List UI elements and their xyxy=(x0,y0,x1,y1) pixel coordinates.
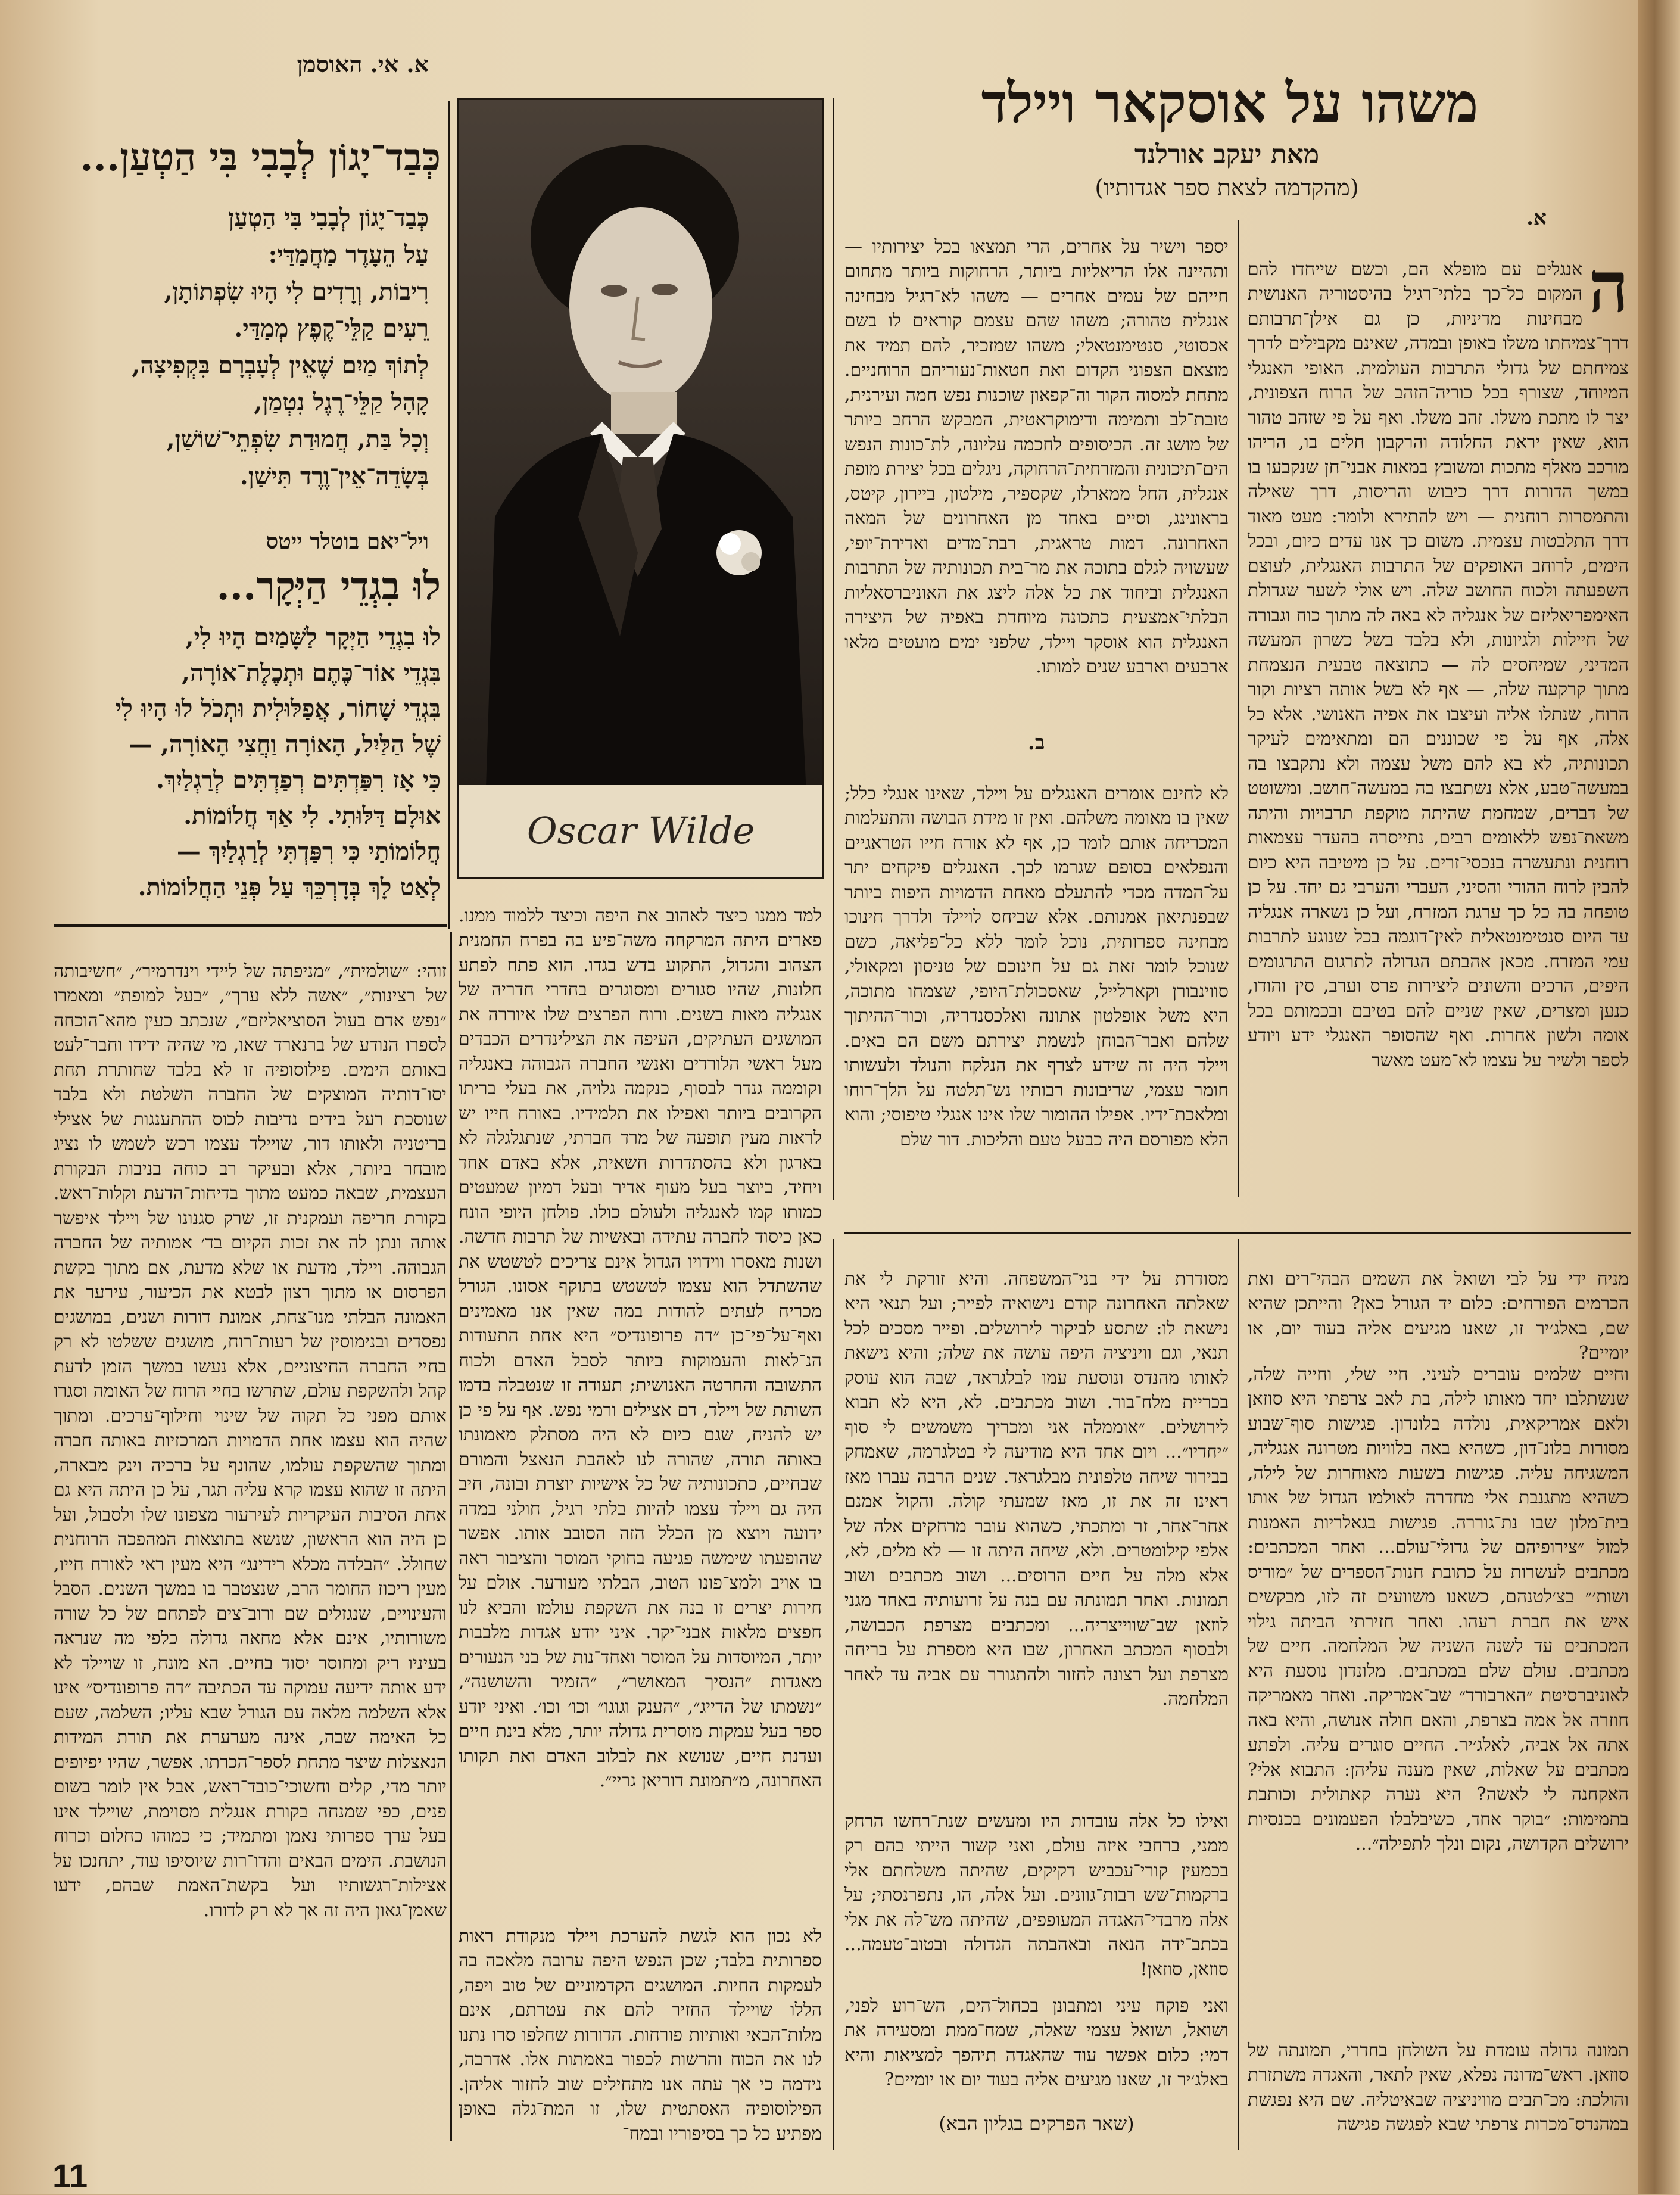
column-text: תמונה גדולה עומדת על השולחן בחדרי, תמונתה של סוזאן. ראש־מדונה נפלא, שאין לתאר, והאגדה משתזרת והולכת: מכ־תבים מוויניציה שבאיטליה. שם היא נפגשת במהנדס־מכרות צרפתי שבא לפגשה פגישה xyxy=(1248,2040,1629,2135)
story-column-right-end xyxy=(1248,2013,1629,2144)
column-text: לא לחינם אומרים האנגלים על ויילד, שאינו אנגלי כלל; שאין בו מאומה משלהם. ואין זו מידת הבושה והתעלמות המכריחה אותם לומר כן, אף לא אורח חייו הטראגיים והנפלאים בסופם שגרמו לכך. האנגלים פיקחים יתר על־המדה מכדי להתעלם מאחת הדמויות היפות ביותר שבפנתיאון אמנותם. אלא שביחס לויילד ולדרך חינוכו מבחינה ספרותית, נוכל לומר ללא כל־פליאה, כשם שנוכל לומר זאת גם על חינוכם של טניסון ומקאולי, סווינבורן וקארלייל, שאסכולת־היופי, שצמחו מתוכה, היא משל אופלטון אתונה ואלכסנדריה, וכור־ההיתוך שלהם ואבר־הבוחן לנשמת יצירתם משם הם באים. ויילד היה זה שידע לצרף את הנלקח והנולד ולעשותו חומר עצמי, שריבונות רבותיו נש־תלטה על הלך־רוחו ומלאכת־ידיו. אפילו ההומור שלו אינו אנגלי טיפוסי; והוא הלא מפורסם היה כבעל טעם והליכות. דור שלם xyxy=(844,783,1229,1150)
portrait-signature: Oscar Wilde xyxy=(526,809,755,852)
column-rule xyxy=(450,932,452,2141)
column-text: יספר וישיר על אחרים, הרי תמצאו בכל יצירותיו — ותהיינה אלו הריאליות ביותר, הרחוקות ביותר מתחום חייהם של עמים אחרים — משהו לא־רגיל מבחינה אנגלית טהורה; משהו שהם עצמם קוראים לו בשם אכסוטי, סנטימנטאלי; משהו שמזכיר, להם תמיד את מוצאם הצפוני הקדום ואת חטאות־נעוריהם הרוחניים. מתחת למסוה הקור וה־קפאון שוכנות נפש חמה ועירנית, טובת־לב ותמימה ודימוקראטית, המבקש הרחב ביותר של מושג זה. הכיסופים לחכמה עליונה, לת־כונות הנפש הים־תיכונית והמזרחית־הרחוקה, ניגלים בכל יצירת מופת אנגלית, החל ממארלו, שקספיר, מילטון, ביירון, קיטס, בראונינג, וסיים באחד מן האחרונים של המאה האחרונה. דמות טראגית, רבת־מדים ואדירת־יופי, שעשויה לגלם בתוכה את מר־בית תכונותיה של התרבות האנגלית וביחוד את כל אלה ליצג את האוניברסאליות הבלתי־אמצעית כתכונה מיוחדת באפיה של היצירה האנגלית הוא אוסקר ויילד, שלפני ימים מועטים מלאו ארבעים וארבע שנים למותו. xyxy=(844,236,1229,677)
drop-cap: ה xyxy=(1588,245,1629,328)
column-rule xyxy=(448,101,450,929)
portrait-illustration xyxy=(459,100,822,877)
poems-bottom-rule xyxy=(54,924,447,927)
poem-title-1: כְּבַד־יָגוֹן לְבָבִי בִּי הַטְעַן... xyxy=(80,135,441,180)
section-a-label: א. xyxy=(1526,206,1547,230)
poem-text-2: לוּ בִגְדֵי הַיְּקָר לַשָּׁמַיִם הָיוּ לִי, בִּגְדֵי אוֹר־כֶּתֶם וּתְכֶלֶת־אוֹרָה, בִּגְדֵי שָׁחוֹר, אֲפַלּוּלִית וּתְכֹל לוּ הָיוּ לִי שֶׁל הַלַּיִל, הָאוֹרָה וַחֲצִי הָאוֹרָה, — כִּי אָז רִפַּדְתִּים רְפַדְתִּים לְרַגְלַיִךְ. אוּלָם דַּלּוּתִי. לִי אַךְ חֲלוֹמוֹת. חֲלוֹמוֹתַי כִּי רִפַּדְתִּי לְרַגְלַיִךְ — לְאַט לָךְ בְּדָרְכֵּךְ עַל פְּנֵי הַחֲלוֹמוֹת. xyxy=(115,623,441,901)
article-column-right xyxy=(1248,232,1629,1203)
column-rule xyxy=(833,98,834,1200)
article-column-middle-cont xyxy=(459,1899,822,2149)
column-text: אנגלים עם מופלא הם, וכשם שייחדו להם המקום כל־כך בלתי־רגיל בהיסטוריה האנושית מבחינות מדיניות, כן גם אילן־תרבותם דרך־צמיחתו משלו באופן ובמדה, שאינם מקבילים לדרך צמיחתם של גדולי התרבות העולמית. האופי האנגלי המיוחד, שצורף בכל כוריה־הזהב של הרוח הצפונית, יצר לו מתכת משלו. זהב משלו. ואף על פי שזהב טהור הוא, שאין יראת החלודה והרקבון חלים בו, הריהו מורכב מאלף מתכות ומשובץ במאות אבני־חן שנקבעו בו במשך הדורות דרך כיבוש והריסות, דרך שאילה והתמסרות רוחנית — ויש להתירא ולומר: מעט מאוד דרך התלבטות עצמית. משום כך אנו עדים כיום, ובכל הימים, לרוחב האופקים של התרבות האנגלית, לעוצם השפעתה ולכוח החושב שלה. ויש אולי לשער שגדולת האימפריאליזם של אנגליה לא באה לה מתוך כוח וגבורה של חיילות ולגיונות, ולא בלבד בשל כשרון המעשה המדיני, שמיחסים לה — כתוצאה טבעית הנצמחת מתוך קרקעה שלה, — אף לא בשל אותה רציות וקור הרוח, שנתלו אליה ועיצבו את אפיה האנושי. אלא כל אלה, אף על פי שכוננים הם ומתאימים לעיקר תכונותיה, לא בא להם משל עצמה ולא נתקבצו בה במעשה־טבע, אלא נשתבצו בה במעשה־חושב. ומשוטט של דברים, שמחמת שהיתה מוקפת תרבויות והיתה משאת־נפש ללאומים רבים, נתייסרה בהעדר עצמאות רוחנית ונתעשרה בנכסי־זרים. על כן מיטיבה היא כיום להבין לרוח ההודי והסיני, העברי והערבי גם יחד. על כן טופחה בה כל כך ערגת המזרח, ועל כן נשארה אנגליה עד היום סנטימנטאלית לאין־דוגמה בכל שנוגע לתרבות עמי המזרח. מכאן אהבתם הגדולה לתרגום התרגומים היפים, הרכים והשונים ליצירות פרס וערב, סין והודו, כנען ומצרים, שאין שניים להם בטיבם ובכמותם בכל אומה ולשון אחרות. ואף שהסופר האנגלי ידע ויודע לספר ולשיר על עצמו לא־מעט מאשר xyxy=(1248,259,1629,1071)
oscar-wilde-portrait xyxy=(457,98,824,879)
column-rule xyxy=(1238,220,1239,1197)
column-text: ואילו כל אלה עובדות היו ומעשים שנת־רחשו הרחק ממני, ברחבי איזה עולם, ואני קשור הייתי בהם רק בכמעין קורי־עכביש דקיקים, שהיתה משלחתם אלי ברקמות־שש רבות־גוונים. ועל אלה, הו, נתפרנסתי; על אלה מרבדי־האגדה המעופפים, שהיתה מש־לה את אלי בכתב־ידה הנאה ובאהבתה הגדולה ובטוב־טעמה... סוזאן, סוזאן! xyxy=(844,1810,1229,1980)
article-title: משהו על אוסקאר ויילד xyxy=(981,71,1479,135)
article-column-left xyxy=(54,934,447,2137)
poet-name-2: ויל־יאם בוטלר ייטס xyxy=(266,529,429,554)
column-text: לא נכון הוא לגשת להערכת ויילד מנקודת ראות ספרותית בלבד; שכן הנפש היפה ערובה מלאכה בה לעמקות החיות. המושגים הקדמוניים של טוב ויפה, הללו שויילד החזיר להם את עטרתם, אינם מלות־הבאי ואותיות פורחות. הדורות שחלפו סרו נתנו לנו את הכוח והרשות לכפור באמתות אלו. אדרבה, נידמה כי אך עתה אנו מתחילים שוב לחזור אליהן. הפילוסופיה האסתטית שלו, זו המת־גלה באופן מפתיע כל כך בסיפוריו ובמח־ xyxy=(459,1925,822,2144)
story-column-middle-end xyxy=(844,1969,1229,2094)
story-divider xyxy=(844,1232,1631,1234)
column-text: ואני פוקח עיני ומתבונן בכחול־הים, הש־רוע לפני, ושואל, ושואל עצמי שאלה, שמח־ממת ומסעירה את דמי: כלום אפשר עוד שהאגדה תיהפך למציאות והיא באלג׳יר זו, שאנו מגיעים אליה בעוד יום או יומיים? xyxy=(844,1995,1229,2090)
article-column-second-cont xyxy=(844,756,1229,1197)
poet-name-1: א. אי. האוסמן xyxy=(297,51,429,77)
article-note: (מהקדמה לצאת ספר אגדותיו) xyxy=(1095,175,1359,201)
story-column-right-cont xyxy=(1248,1337,1629,1992)
article-column-second xyxy=(844,210,1229,728)
column-rule xyxy=(1238,1239,1239,2150)
column-text: מניח ידי על לבי ושואל את השמים הבהי־רים ואת הכרמים הפורחים: כלום יד הגורל כאן? והייתכן שהיא שם, באלג׳יר זו, שאנו מגיעים אליה בעוד יום, או יומיים? xyxy=(1248,1268,1629,1363)
column-text: זוהי: ״שולמית״, ״מניפתה של ליידי וינדרמיר״, ״חשיבותה של רצינות״, ״אשה ללא ערך״, ״בעל למופת״ ומאמרו ״נפש אדם בעול הסוציאליזם״, שנכתב כעין מהא־הוכחה לספרו הנודע של ברנארד שאו, מי שהיה ידידו וחבר־לעט באותם הימים. פילוסופיה זו לא בלבד שחותרת תחת יסו־דותיה המוצקים של החברה השלטת ולא בלבד שנוסכת רעל בידים נדיבות לכוס ההתענגות של אצילי בריטניה ולאותו דור, שויילד עצמו רכש לשמש לו נציג מובחר ביותר, אלא ובעיקר רב כוחה בניבות הבקורת העצמית, שבאה כמעט מתוך בדיחות־הדעת וקלות־ראש. בקורת חריפה ועמקנית זו, שרק סגנונו של ויילד איפשר אותה ונתן לה את זכות הקיום בד׳ אמותיה של החברה הגבוהה. ויילד, מדעת או שלא מדעת, אם מתוך בקשת הפרסום או מתוך רצון לבטא את הכיעור, עירער את האמונה הבלתי מנו־צחת, אמונת דורות ושנים, במושגים נפסדים ובנימוסין של רעות־רוח, מושגים ששלטו לא רק בחיי החברה החיצוניים, אלא נעשו במשך הזמן לדעת קהל ולהשקפת עולם, שתרשו בחיי הרוח של האומה וסגרו אותם מפני כל תקוה של שינוי וחילוף־ערכים. ומתוך שהיה הוא עצמו אחת הדמויות המרכזיות באותה חברה ומתוך שהשקפת עולמו, שהונף על ברכיה וינק מבארה, היתה זו שהוא עצמו קרא עליה תגר, על כן היתה היא גם אחת הסיבות העיקריות לעירעור מצפונו שלו ולסבול, ועל כן היה הוא הראשון, שנשא בתוצאות המהפכה הרוחנית שחולל. ״הבלדה מכלא רידינג״ היא מעין ראי לאורח חייו, מעין ריכוז החומר הרב, שנצטבר בו במשך השנים. הסבל והעינויים, שנגזלים שם ורוב־צים לפתחם של כל שורה משורותיו, אינם אלא מחאה גדולה כלפי מה שנראה בעיניו ריק ומחוסר יסוד בחיים. הא מונח, זו שויילד לא ידע אותה ידיעה עמוקה עד הכתיבה ״דה פרופונדיס״ אינו אלא השלמה מלאה עם הגורל שבא עליו; השלמה, שעם כל האימה שבה, אינה מערערת את תורת המידות הנאצלות שיצר מתחת לספר־הכרתו. אפשר, שהיו יפיופים יותר מדי, קלים וחשוכי־כובד־ראש, אבל אין לומר בשום פנים, כפי שמנחה בקורת אנגלית מסוימת, שויילד אינו בעל ערך ספרותי נאמן ומתמיד; כי כמוהו כחלום וכרוח הנושבת. הימים הבאים והדו־רות שיוסיפו עוד, יתחנכו על אצילות־רגשותיו ועל בקשת־האמת שבהם, ידעו שאמן־גאון היה זה אך לא רק לדורו. xyxy=(54,960,447,1921)
page-number: 11 xyxy=(52,2157,88,2194)
poem-text-1: כְּבַד־יָגוֹן לְבָבִי בִּי הַטְעַן עַל הֵעָדֶר מַחֲמַדַּי: רִיבוֹת, וְרָדִים לִי הָיוּ שִׂפְתוֹתָן, רֵעִים קַלֵּי־קֶפֶץ מְמַדַּי. לְתוֹךְ מַיִם שֶׁאֵין לְעָבְרָם בִּקְפִיצָה, קָהָל קַלֵּי־רֶגֶל נִטְמַן, וְכָל בַּת, חֲמוּדַת שִׂפְתֵי־שׁוֹשַׁן, בְּשָׂדֵה־אֵין־וֶרֶד תִּישַׁן. xyxy=(132,204,429,490)
page-edge xyxy=(1638,0,1680,2194)
article-author: מאת יעקב אורלנד xyxy=(1134,139,1320,170)
continuation-note: (שאר הפרקים בגליון הבא) xyxy=(939,2112,1134,2135)
story-column-middle xyxy=(844,1242,1229,1778)
column-text: וחיים שלמים עוברים לעיני. חיי שלי, וחייה שלה, שנשתלבו יחד מאותו לילה, בת לאב צרפתי היא סוזאן ולאם אמריקאית, נולדה בלונדון. פגישות סוף־שבוע מסורות בלונ־דון, כשהיא באה בלוויות מטרונה אנגליה, המשגיחה עליה. פגישות בשעות מאוחרות של לילה, כשהיא מתגנבת אלי מחדרה לאולמו הגדול של אותו בית־מלון שבו נת־גוררה. פגישות בגאלריות האמנות למול ״צירופיהם של גדולי־עולם... ואחר המכתבים: מכתבים לעשרות על כתובת חנות־הספרים של ״מוריס ושות׳״ בצ׳לטנהם, כשאנו משוועים זה לזו, מבקשים איש את חברת רעהו. ואחר חזירתי הביתה גילוי המכתבים עד לשנה השניה של המלחמה. חיים של מכתבים. עולם שלם במכתבים. מלונדון נוסעת היא לאוניברסיטת ״הארבורד״ שב־אמריקה. ואחר מאמריקה חוזרה אל אמה בצרפת, והאם חולה אנושה, והיא באה אתה אל אביה, לאלג׳יר. החיים סוגרים עליה. ולפתע מכתבים על שאלות, שאין מענה עליהן: התבוא אלי? האקחנה לי לאשה? היא נערה קאתולית וכותבת בתמימות: ״בוקר אחד, כשיבלבלו הפעמונים בכנסיות ירושלים הקדושה, נקום ונלך לתפילה״... xyxy=(1248,1363,1629,1854)
column-text: למד ממנו כיצד לאהוב את היפה וכיצד ללמוד ממנו. פארים היתה המרקחה משה־פיע בה בפרח החמנית הצהוב והגדול, התקוע בדש בגדו. הוא פתח לפתע חלונות, שהיו סגורים ומסוגרים בחדרי חדריה של אנגליה מאות בשנים. ורוח הפרצים שלו איוררה את המושגים העתיקים, העיפה את הצילינדרים הכבדים מעל ראשי הלורדים ואנשי החברה הגבוהה באנגליה וקוממה גנדר לבסוף, כנקמה גלויה, את בעלי בריתו הקרובים ביותר ואפילו את תלמידיו. באורח חייו יש לראות מעין תופעה של מרד חברתי, שנתגלגלה לא בארגון ולא בהסתדרות חשאית, אלא באדם אחד ויחיד, ביוצר בעל מעוף אדיר ובעל דמיון שמעטים כמותו קמו לאנגליה ולעולם כולו. פולחן היופי הונח כאן כיסוד לחברה עתידה ובאשיות של תרבות חדשה. ושנות מאסרו ווידויו הגדול אינם צריכים לטשטש את שהשתדל הוא עצמו לטשטש בתוקף אסונו. הגורל מכריח לעתים להודות במה שאין אנו מאמינים ואף־על־פי־כן ״דה פרופונדיס״ היא אחת התעודות הנ־לאות והעמוקות ביותר לסבל האדם ולכוח התשובה והחרטה האנושית; תעודה זו שנטבלה בדמו השותת של ויילד, דם אצילים ורמי נפש. אף על פי כן יש להניח, שגם כיום לא היה מסתלק מאמונתו באותה תורה, שהורה לנו לאהבת הנאצל והמורם שבחיים, כתכונותיה של כל אישיות יוצרת ובונה, חיב היה גם ויילד עצמו להיות בלתי רגיל, חולני במדה ידועה ויוצא מן הכלל הזה הסובב אותו. אפשר שהופעתו שימשה פגיעה בחוקי המוסר והציבור ראה בו אויב ולמצ־פונו הטוב, הבלתי מעורער. אולם על חירות יצרים זו בנה את השקפת עולמו והביא לנו חפצים מלאות אבני־יקר. איני יודע אגדות מלבבות יותר, המיוסדות על המוסר ואחד־נות של בני הנעורים מאגדות ״הנסיך המאושר״, ״הזמיר והשושנה״, ״נשמתו של הדייג״, ״הענק וגוגו״ וכו׳ וכו׳. ואיני יודע ספר בעל עמקות מוסרית גדולה יותר, מלא בינת חיים ועדנת חיים, שנושא את לבלוב האדם ואת תקותו האחרונה, מ״תמונת דוריאן גריי״. xyxy=(459,905,822,1791)
section-b-label: ב. xyxy=(1027,731,1045,755)
story-column-right xyxy=(1248,1242,1629,1363)
column-rule xyxy=(833,1239,834,2150)
column-text: מסודרת על ידי בני־המשפחה. והיא זורקת לי את שאלתה האחרונה קודם נישואיה לפייר; ועל תנאי היא נישאת לו: שתסע לביקור לירושלים. ופייר מסכים לכל תנאי, וגם וויניציה היפה עושה את שלה; והיא נישאת לאותו מהנדס ונוסעת עמו לבלגראד, שבה הוא עוסק בכריית מלח־בור. ושוב מכתבים. לא, היא לא תבוא לירושלים. ״אוממלה אני ומכריך משמשים לי סוף ״יחדיו״... ויום אחד היא מודיעה לי בטלגרמה, שאמחק בבירור שיחה טלפונית מבלגראד. שנים הרבה עברו מאז ראינו זה את זו, מאז שמעתי קולה. והקול אמנם אחר־אחר, זר ומתכתי, כשהוא עובר מרחקים אלה של אלפי קילומטרים. ולא, שיחה היתה זו — לא מלים, לא, אלא מלה על חיים הרוסים... ושוב מכתבים ושוב תמונות. ואחר תמונתה עם בנה על זרועותיה באחד מגני לוזאן שב־שווייצריה... ומכתבים מצרפת הכבושה, ולבסוף המכתב האחרון, שבו היא מספרת על בריחה מצרפת ועל רצונה לחזור ולהתגורר עם אביה עד לאחר המלחמה. xyxy=(844,1268,1229,1710)
article-column-middle xyxy=(459,879,822,1891)
poem-title-2: לוּ בִגְדֵי הַיְּקָר... xyxy=(216,564,441,609)
story-column-middle-cont xyxy=(844,1784,1229,1980)
